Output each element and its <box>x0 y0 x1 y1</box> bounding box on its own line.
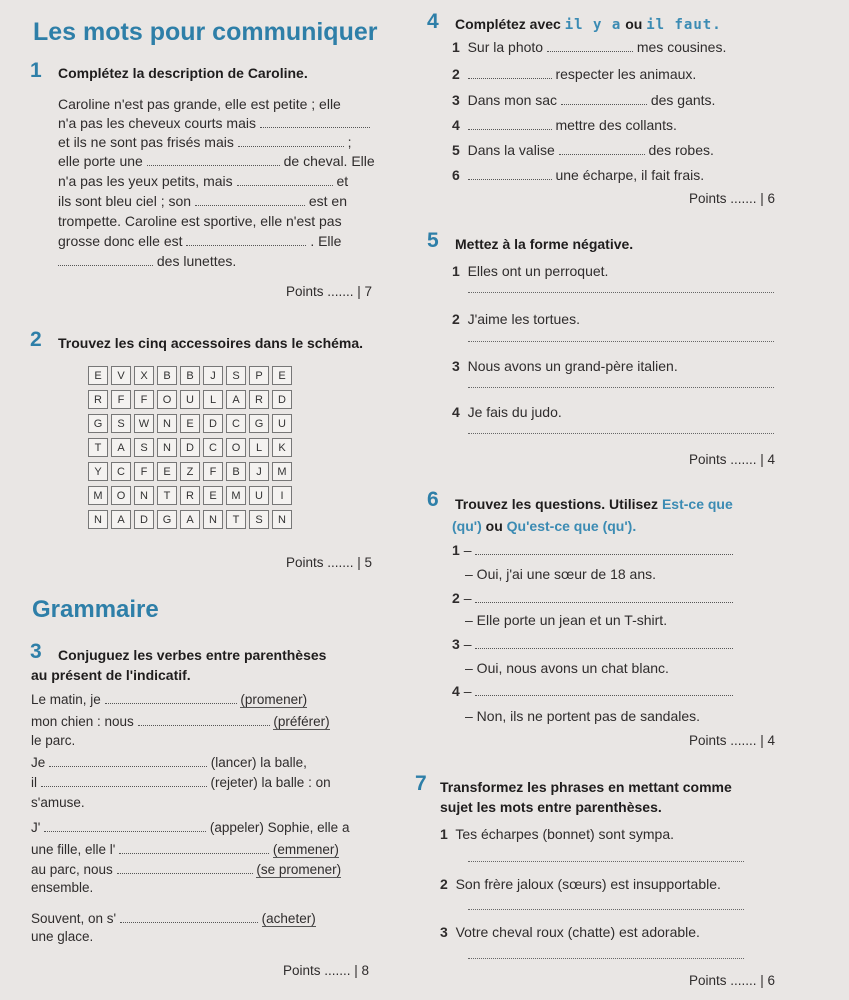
ex6-item-number: 3 <box>452 636 460 652</box>
grid-cell[interactable]: X <box>134 366 154 385</box>
page-title: Les mots pour communiquer <box>33 18 378 46</box>
ex4-number: 4 <box>427 10 439 33</box>
ex4-instr-code: il faut. <box>646 17 722 33</box>
grid-cell[interactable]: F <box>111 390 131 409</box>
ex7-number: 7 <box>415 772 427 795</box>
ex7-item-text: Son frère jaloux (sœurs) est insupportable. <box>455 876 721 892</box>
ex6-dash: – <box>463 542 472 558</box>
grid-cell[interactable]: M <box>272 462 292 481</box>
ex1-blank[interactable] <box>238 146 344 147</box>
ex4-item-text: Sur la photo <box>467 39 544 55</box>
ex5-points: Points ....... | 4 <box>689 452 776 467</box>
ex1-blank[interactable] <box>147 165 280 166</box>
ex5-item-number: 1 <box>452 263 460 279</box>
grid-cell[interactable]: D <box>203 414 223 433</box>
ex6-item-number: 2 <box>452 590 460 606</box>
grid-cell[interactable]: R <box>180 486 200 505</box>
ex1-text: n'a pas les cheveux courts mais <box>58 115 256 131</box>
ex4-item <box>452 142 714 158</box>
ex3-blank[interactable] <box>119 853 269 854</box>
ex1-text: et <box>336 173 349 189</box>
grid-cell[interactable]: G <box>157 510 177 529</box>
ex3-verb: (rejeter) la balle : on <box>210 775 331 790</box>
ex7-answer-line[interactable] <box>468 909 744 910</box>
ex3-blank[interactable] <box>117 873 253 874</box>
grid-cell[interactable]: E <box>88 366 108 385</box>
ex3-line: s'amuse. <box>31 795 85 810</box>
ex1-blank[interactable] <box>260 127 370 128</box>
ex4-blank[interactable] <box>547 51 633 52</box>
ex5-item <box>452 404 562 420</box>
grid-cell[interactable]: N <box>157 414 177 433</box>
grid-cell[interactable]: V <box>111 366 131 385</box>
ex4-item-text: Dans la valise <box>467 142 555 158</box>
ex3-line <box>31 842 339 857</box>
grid-cell[interactable]: F <box>134 390 154 409</box>
ex4-item-number: 2 <box>452 66 460 82</box>
grid-cell[interactable]: J <box>203 366 223 385</box>
ex4-blank[interactable] <box>468 129 552 130</box>
ex4-item-number: 3 <box>452 92 460 108</box>
ex3-blank[interactable] <box>138 725 270 726</box>
grid-cell[interactable]: A <box>180 510 200 529</box>
ex4-instr-text: Complétez avec <box>455 16 561 32</box>
ex5-item <box>452 358 678 374</box>
ex5-answer-line[interactable] <box>468 292 774 293</box>
grid-cell[interactable]: Z <box>180 462 200 481</box>
ex3-points: Points ....... | 8 <box>283 963 370 978</box>
ex3-line <box>31 755 307 770</box>
ex4-item-text: des robes. <box>648 142 714 158</box>
grid-cell[interactable]: E <box>157 462 177 481</box>
ex3-verb: (appeler) Sophie, elle a <box>209 820 350 835</box>
grid-cell[interactable]: K <box>272 438 292 457</box>
ex6-item-number: 4 <box>452 683 460 699</box>
grid-cell[interactable]: N <box>272 510 292 529</box>
grid-row <box>88 438 292 457</box>
ex4-item-text: mes cousines. <box>636 39 727 55</box>
ex3-blank[interactable] <box>44 831 206 832</box>
grid-cell[interactable]: S <box>134 438 154 457</box>
ex1-line <box>58 173 348 189</box>
ex3-line <box>31 820 349 835</box>
ex6-instr-code: Est-ce que <box>661 496 733 512</box>
grid-cell[interactable]: T <box>88 438 108 457</box>
grammar-title: Grammaire <box>32 596 159 623</box>
ex1-text: de cheval. Elle <box>283 153 375 169</box>
word-search-grid <box>88 366 292 534</box>
ex3-text: au parc, nous <box>31 862 113 877</box>
ex6-points: Points ....... | 4 <box>689 733 776 748</box>
ex3-instruction: au présent de l'indicatif. <box>31 667 191 683</box>
grid-cell[interactable]: A <box>111 438 131 457</box>
ex6-item <box>452 542 733 558</box>
ex3-text: J' <box>31 820 41 835</box>
grid-cell[interactable]: N <box>88 510 108 529</box>
ex7-item-text: Votre cheval roux (chatte) est adorable. <box>455 924 700 940</box>
grid-row <box>88 366 292 385</box>
ex1-text: n'a pas les yeux petits, mais <box>58 173 233 189</box>
ex6-dash: – <box>463 683 472 699</box>
grid-cell[interactable]: U <box>180 390 200 409</box>
ex3-line <box>31 775 331 790</box>
ex5-item <box>452 263 608 279</box>
ex4-item <box>452 39 726 55</box>
ex7-points: Points ....... | 6 <box>689 973 776 988</box>
ex3-verb: (emmener) <box>272 842 339 857</box>
ex3-verb: (préférer) <box>273 714 330 729</box>
grid-cell[interactable]: E <box>272 366 292 385</box>
ex6-answer: – Elle porte un jean et un T-shirt. <box>465 612 668 628</box>
ex3-line <box>31 911 316 926</box>
ex1-text: et ils ne sont pas frisés mais <box>58 134 234 150</box>
ex4-blank[interactable] <box>468 179 552 180</box>
ex4-item <box>452 117 677 133</box>
grid-cell[interactable]: T <box>157 486 177 505</box>
ex6-item <box>452 590 733 606</box>
ex3-text: mon chien : nous <box>31 714 134 729</box>
grid-cell[interactable]: B <box>180 366 200 385</box>
grid-cell[interactable]: R <box>88 390 108 409</box>
grid-cell[interactable]: O <box>157 390 177 409</box>
ex4-item <box>452 66 696 82</box>
grid-row <box>88 486 292 505</box>
ex5-answer-line[interactable] <box>468 387 774 388</box>
ex4-item <box>452 167 704 183</box>
ex4-item-text: respecter les animaux. <box>555 66 697 82</box>
grid-cell[interactable]: A <box>111 510 131 529</box>
ex3-verb: (acheter) <box>261 911 316 926</box>
ex3-text: il <box>31 775 37 790</box>
grid-cell[interactable]: L <box>249 438 269 457</box>
grid-cell[interactable]: A <box>226 390 246 409</box>
ex3-line: ensemble. <box>31 880 94 895</box>
ex3-line <box>31 714 330 729</box>
grid-cell[interactable]: C <box>203 438 223 457</box>
grid-cell[interactable]: N <box>203 510 223 529</box>
ex3-text: Souvent, on s' <box>31 911 117 926</box>
ex7-item-number: 2 <box>440 876 448 892</box>
ex6-answer: – Non, ils ne portent pas de sandales. <box>465 708 701 724</box>
ex2-number: 2 <box>30 328 42 351</box>
grid-cell[interactable]: G <box>249 414 269 433</box>
grid-cell[interactable]: D <box>272 390 292 409</box>
ex5-item-text: Nous avons un grand-père italien. <box>467 358 678 374</box>
ex4-item-number: 4 <box>452 117 460 133</box>
ex6-instr-text: ou <box>485 518 503 534</box>
ex7-answer-line[interactable] <box>468 861 744 862</box>
ex7-instruction: sujet les mots entre parenthèses. <box>440 799 662 815</box>
ex6-dash: – <box>463 636 472 652</box>
ex5-answer-line[interactable] <box>468 433 774 434</box>
ex1-line <box>58 115 370 131</box>
grid-cell[interactable]: O <box>226 438 246 457</box>
ex1-line <box>58 253 236 269</box>
ex6-item <box>452 683 733 699</box>
grid-row <box>88 414 292 433</box>
ex4-item <box>452 92 715 108</box>
ex3-text: Je <box>31 755 46 770</box>
grid-row <box>88 462 292 481</box>
ex6-number: 6 <box>427 488 439 511</box>
ex4-instr-text: ou <box>625 16 643 32</box>
grid-cell[interactable]: C <box>111 462 131 481</box>
ex3-instruction: Conjuguez les verbes entre parenthèses <box>58 647 327 663</box>
grid-row <box>88 510 292 529</box>
ex7-item-number: 3 <box>440 924 448 940</box>
ex1-line <box>58 134 352 150</box>
grid-cell[interactable]: G <box>88 414 108 433</box>
ex1-text: ils sont bleu ciel ; son <box>58 193 192 209</box>
ex3-verb: (lancer) la balle, <box>210 755 307 770</box>
ex6-blank[interactable] <box>475 695 733 696</box>
ex4-blank[interactable] <box>559 154 645 155</box>
grid-cell[interactable]: M <box>226 486 246 505</box>
ex5-item-number: 3 <box>452 358 460 374</box>
ex6-instr-code: (qu') <box>452 518 482 534</box>
ex3-verb: (promener) <box>240 692 308 707</box>
grid-cell[interactable]: E <box>180 414 200 433</box>
ex4-points: Points ....... | 6 <box>689 191 776 206</box>
ex4-item-number: 6 <box>452 167 460 183</box>
ex3-line <box>31 692 307 707</box>
grid-row <box>88 390 292 409</box>
ex3-line: le parc. <box>31 733 76 748</box>
ex1-text: elle porte une <box>58 153 143 169</box>
grid-cell[interactable]: O <box>111 486 131 505</box>
ex6-instruction <box>452 518 636 534</box>
grid-cell[interactable]: S <box>226 366 246 385</box>
ex4-item-number: 5 <box>452 142 460 158</box>
ex6-answer: – Oui, nous avons un chat blanc. <box>465 660 669 676</box>
grid-cell[interactable]: E <box>203 486 223 505</box>
grid-cell[interactable]: C <box>226 414 246 433</box>
ex6-instruction <box>455 496 733 512</box>
ex6-answer: – Oui, j'ai une sœur de 18 ans. <box>465 566 656 582</box>
ex1-text: ; <box>347 134 352 150</box>
grid-cell[interactable]: N <box>157 438 177 457</box>
ex5-item <box>452 311 580 327</box>
grid-cell[interactable]: U <box>249 486 269 505</box>
grid-cell[interactable]: L <box>203 390 223 409</box>
ex1-text: est en <box>308 193 347 209</box>
ex5-item-text: Je fais du judo. <box>467 404 562 420</box>
ex6-instr-code: Qu'est-ce que (qu'). <box>506 518 637 534</box>
ex5-number: 5 <box>427 229 439 252</box>
ex3-line <box>31 862 341 877</box>
ex7-item-text: Tes écharpes (bonnet) sont sympa. <box>455 826 674 842</box>
grid-cell[interactable]: N <box>134 486 154 505</box>
ex1-line <box>58 193 347 209</box>
grid-cell[interactable]: Y <box>88 462 108 481</box>
grid-cell[interactable]: F <box>134 462 154 481</box>
ex7-item <box>440 924 700 940</box>
ex3-blank[interactable] <box>49 766 207 767</box>
grid-cell[interactable]: R <box>249 390 269 409</box>
grid-cell[interactable]: B <box>157 366 177 385</box>
grid-cell[interactable]: S <box>111 414 131 433</box>
ex1-blank[interactable] <box>237 185 333 186</box>
grid-cell[interactable]: S <box>249 510 269 529</box>
ex3-blank[interactable] <box>105 703 237 704</box>
grid-cell[interactable]: I <box>272 486 292 505</box>
ex1-line <box>58 153 375 169</box>
ex5-item-number: 4 <box>452 404 460 420</box>
ex7-answer-line[interactable] <box>468 958 744 959</box>
ex7-instruction: Transformez les phrases en mettant comme <box>440 779 732 795</box>
grid-cell[interactable]: W <box>134 414 154 433</box>
grid-cell[interactable]: T <box>226 510 246 529</box>
ex6-item-number: 1 <box>452 542 460 558</box>
ex3-blank[interactable] <box>120 922 258 923</box>
ex1-points: Points ....... | 7 <box>286 284 373 299</box>
ex6-item <box>452 636 733 652</box>
grid-cell[interactable]: D <box>134 510 154 529</box>
ex1-text: grosse donc elle est <box>58 233 183 249</box>
grid-cell[interactable]: J <box>249 462 269 481</box>
ex1-line <box>58 233 341 249</box>
ex3-text: Le matin, je <box>31 692 101 707</box>
ex1-blank[interactable] <box>186 245 306 246</box>
ex5-instruction: Mettez à la forme négative. <box>455 236 634 252</box>
ex4-item-number: 1 <box>452 39 460 55</box>
grid-cell[interactable]: P <box>249 366 269 385</box>
grid-cell[interactable]: M <box>88 486 108 505</box>
ex3-blank[interactable] <box>41 786 207 787</box>
ex5-item-text: Elles ont un perroquet. <box>467 263 609 279</box>
grid-cell[interactable]: F <box>203 462 223 481</box>
ex1-text: des lunettes. <box>156 253 237 269</box>
ex2-instruction: Trouvez les cinq accessoires dans le schéma. <box>58 335 364 351</box>
ex6-dash: – <box>463 590 472 606</box>
ex6-blank[interactable] <box>475 554 733 555</box>
ex3-number: 3 <box>30 640 42 663</box>
ex1-number: 1 <box>30 59 42 82</box>
ex4-item-text: des gants. <box>650 92 716 108</box>
ex5-item-number: 2 <box>452 311 460 327</box>
ex7-item <box>440 826 674 842</box>
grid-cell[interactable]: D <box>180 438 200 457</box>
ex4-instruction <box>455 16 722 33</box>
ex4-blank[interactable] <box>561 104 647 105</box>
ex6-blank[interactable] <box>475 648 733 649</box>
ex1-text: . Elle <box>310 233 342 249</box>
ex5-item-text: J'aime les tortues. <box>467 311 580 327</box>
ex2-points: Points ....... | 5 <box>286 555 373 570</box>
ex1-line: trompette. Caroline est sportive, elle n'est pas <box>58 213 342 229</box>
ex1-line: Caroline n'est pas grande, elle est petite ; elle <box>58 96 341 112</box>
ex6-blank[interactable] <box>475 602 733 603</box>
ex4-item-text: une écharpe, il fait frais. <box>555 167 705 183</box>
ex4-item-text: Dans mon sac <box>467 92 558 108</box>
ex3-text: une fille, elle l' <box>31 842 116 857</box>
ex4-blank[interactable] <box>468 78 552 79</box>
ex3-verb: (se promener) <box>256 862 342 877</box>
ex7-item-number: 1 <box>440 826 448 842</box>
ex7-item <box>440 876 721 892</box>
ex1-blank[interactable] <box>195 205 305 206</box>
ex5-answer-line[interactable] <box>468 341 774 342</box>
ex3-line: une glace. <box>31 929 94 944</box>
ex6-instr-text: Trouvez les questions. Utilisez <box>455 496 659 512</box>
grid-cell[interactable]: B <box>226 462 246 481</box>
ex4-item-text: mettre des collants. <box>555 117 677 133</box>
grid-cell[interactable]: U <box>272 414 292 433</box>
ex4-instr-code: il y a <box>564 17 622 33</box>
ex1-instruction: Complétez la description de Caroline. <box>58 65 308 81</box>
ex1-blank[interactable] <box>58 265 153 266</box>
